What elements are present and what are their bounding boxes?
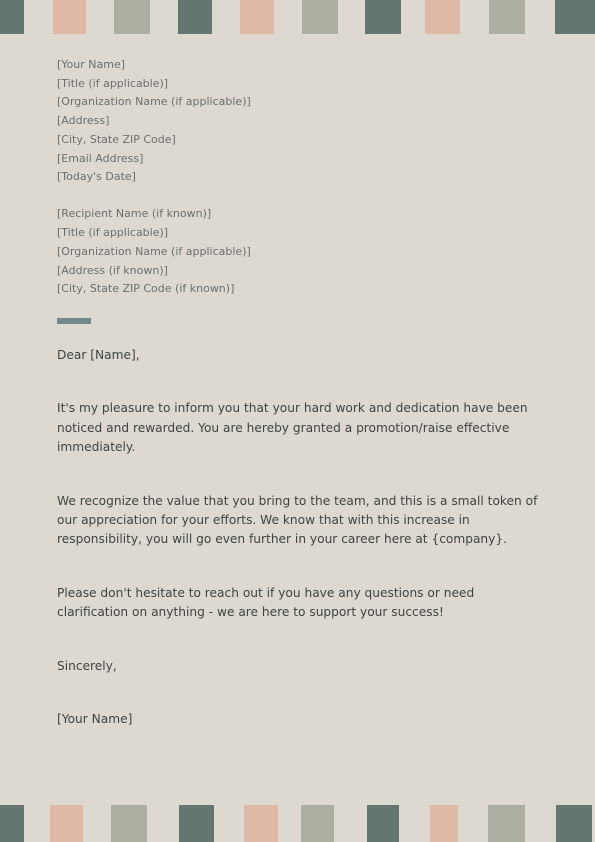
stripe	[556, 805, 592, 842]
stripe	[301, 805, 334, 842]
sender-address: [Address]	[57, 114, 110, 128]
stripe	[425, 0, 460, 34]
recipient-title: [Title (if applicable)]	[57, 226, 169, 240]
closing: Sincerely,	[57, 658, 117, 673]
stripe	[244, 805, 278, 842]
letter-date: [Today's Date]	[57, 170, 136, 184]
stripe	[0, 805, 24, 842]
stripe	[114, 0, 150, 34]
body-paragraph-1: It's my pleasure to inform you that your hard work and dedication have been noticed and rewarded. You are hereby granted a promotion/raise effective immediately.	[57, 401, 528, 455]
sender-organization: [Organization Name (if applicable)]	[57, 95, 251, 109]
stripe	[489, 0, 525, 34]
stripe	[179, 805, 214, 842]
sender-name: [Your Name]	[57, 58, 126, 71]
stripe	[302, 0, 338, 34]
sender-city-state-zip: [City, State ZIP Code]	[57, 132, 176, 146]
recipient-block	[57, 205, 547, 299]
stripe	[111, 805, 147, 842]
salutation: Dear [Name],	[57, 347, 140, 362]
accent-divider	[57, 318, 91, 324]
recipient-address: [Address (if known)]	[57, 263, 168, 277]
stripe	[555, 0, 595, 34]
recipient-organization: [Organization Name (if applicable)]	[57, 244, 251, 258]
stripe	[430, 805, 458, 842]
stripe	[367, 805, 399, 842]
top-stripe-border	[0, 0, 595, 34]
body-paragraph-3: Please don't hesitate to reach out if you have any questions or need clarification on anything - we are here to support your success!	[57, 585, 475, 620]
letter-document	[57, 56, 547, 729]
recipient-city-state-zip: [City, State ZIP Code (if known)]	[57, 282, 235, 296]
stripe	[50, 805, 83, 842]
stripe	[53, 0, 86, 34]
stripe	[178, 0, 212, 34]
stripe	[240, 0, 274, 34]
stripe	[365, 0, 401, 34]
sender-title: [Title (if applicable)]	[57, 76, 169, 90]
sender-block	[57, 56, 547, 187]
stripe	[0, 0, 24, 34]
sender-email: [Email Address]	[57, 151, 144, 165]
body-paragraph-2: We recognize the value that you bring to the team, and this is a small token of our appreciation for your efforts. We know that with this increase in responsibility, you will go even further in your career here at {company}.	[57, 493, 538, 547]
stripe	[488, 805, 525, 842]
signature-name: [Your Name]	[57, 712, 133, 726]
bottom-stripe-border	[0, 805, 595, 842]
recipient-name: [Recipient Name (if known)]	[57, 207, 212, 221]
